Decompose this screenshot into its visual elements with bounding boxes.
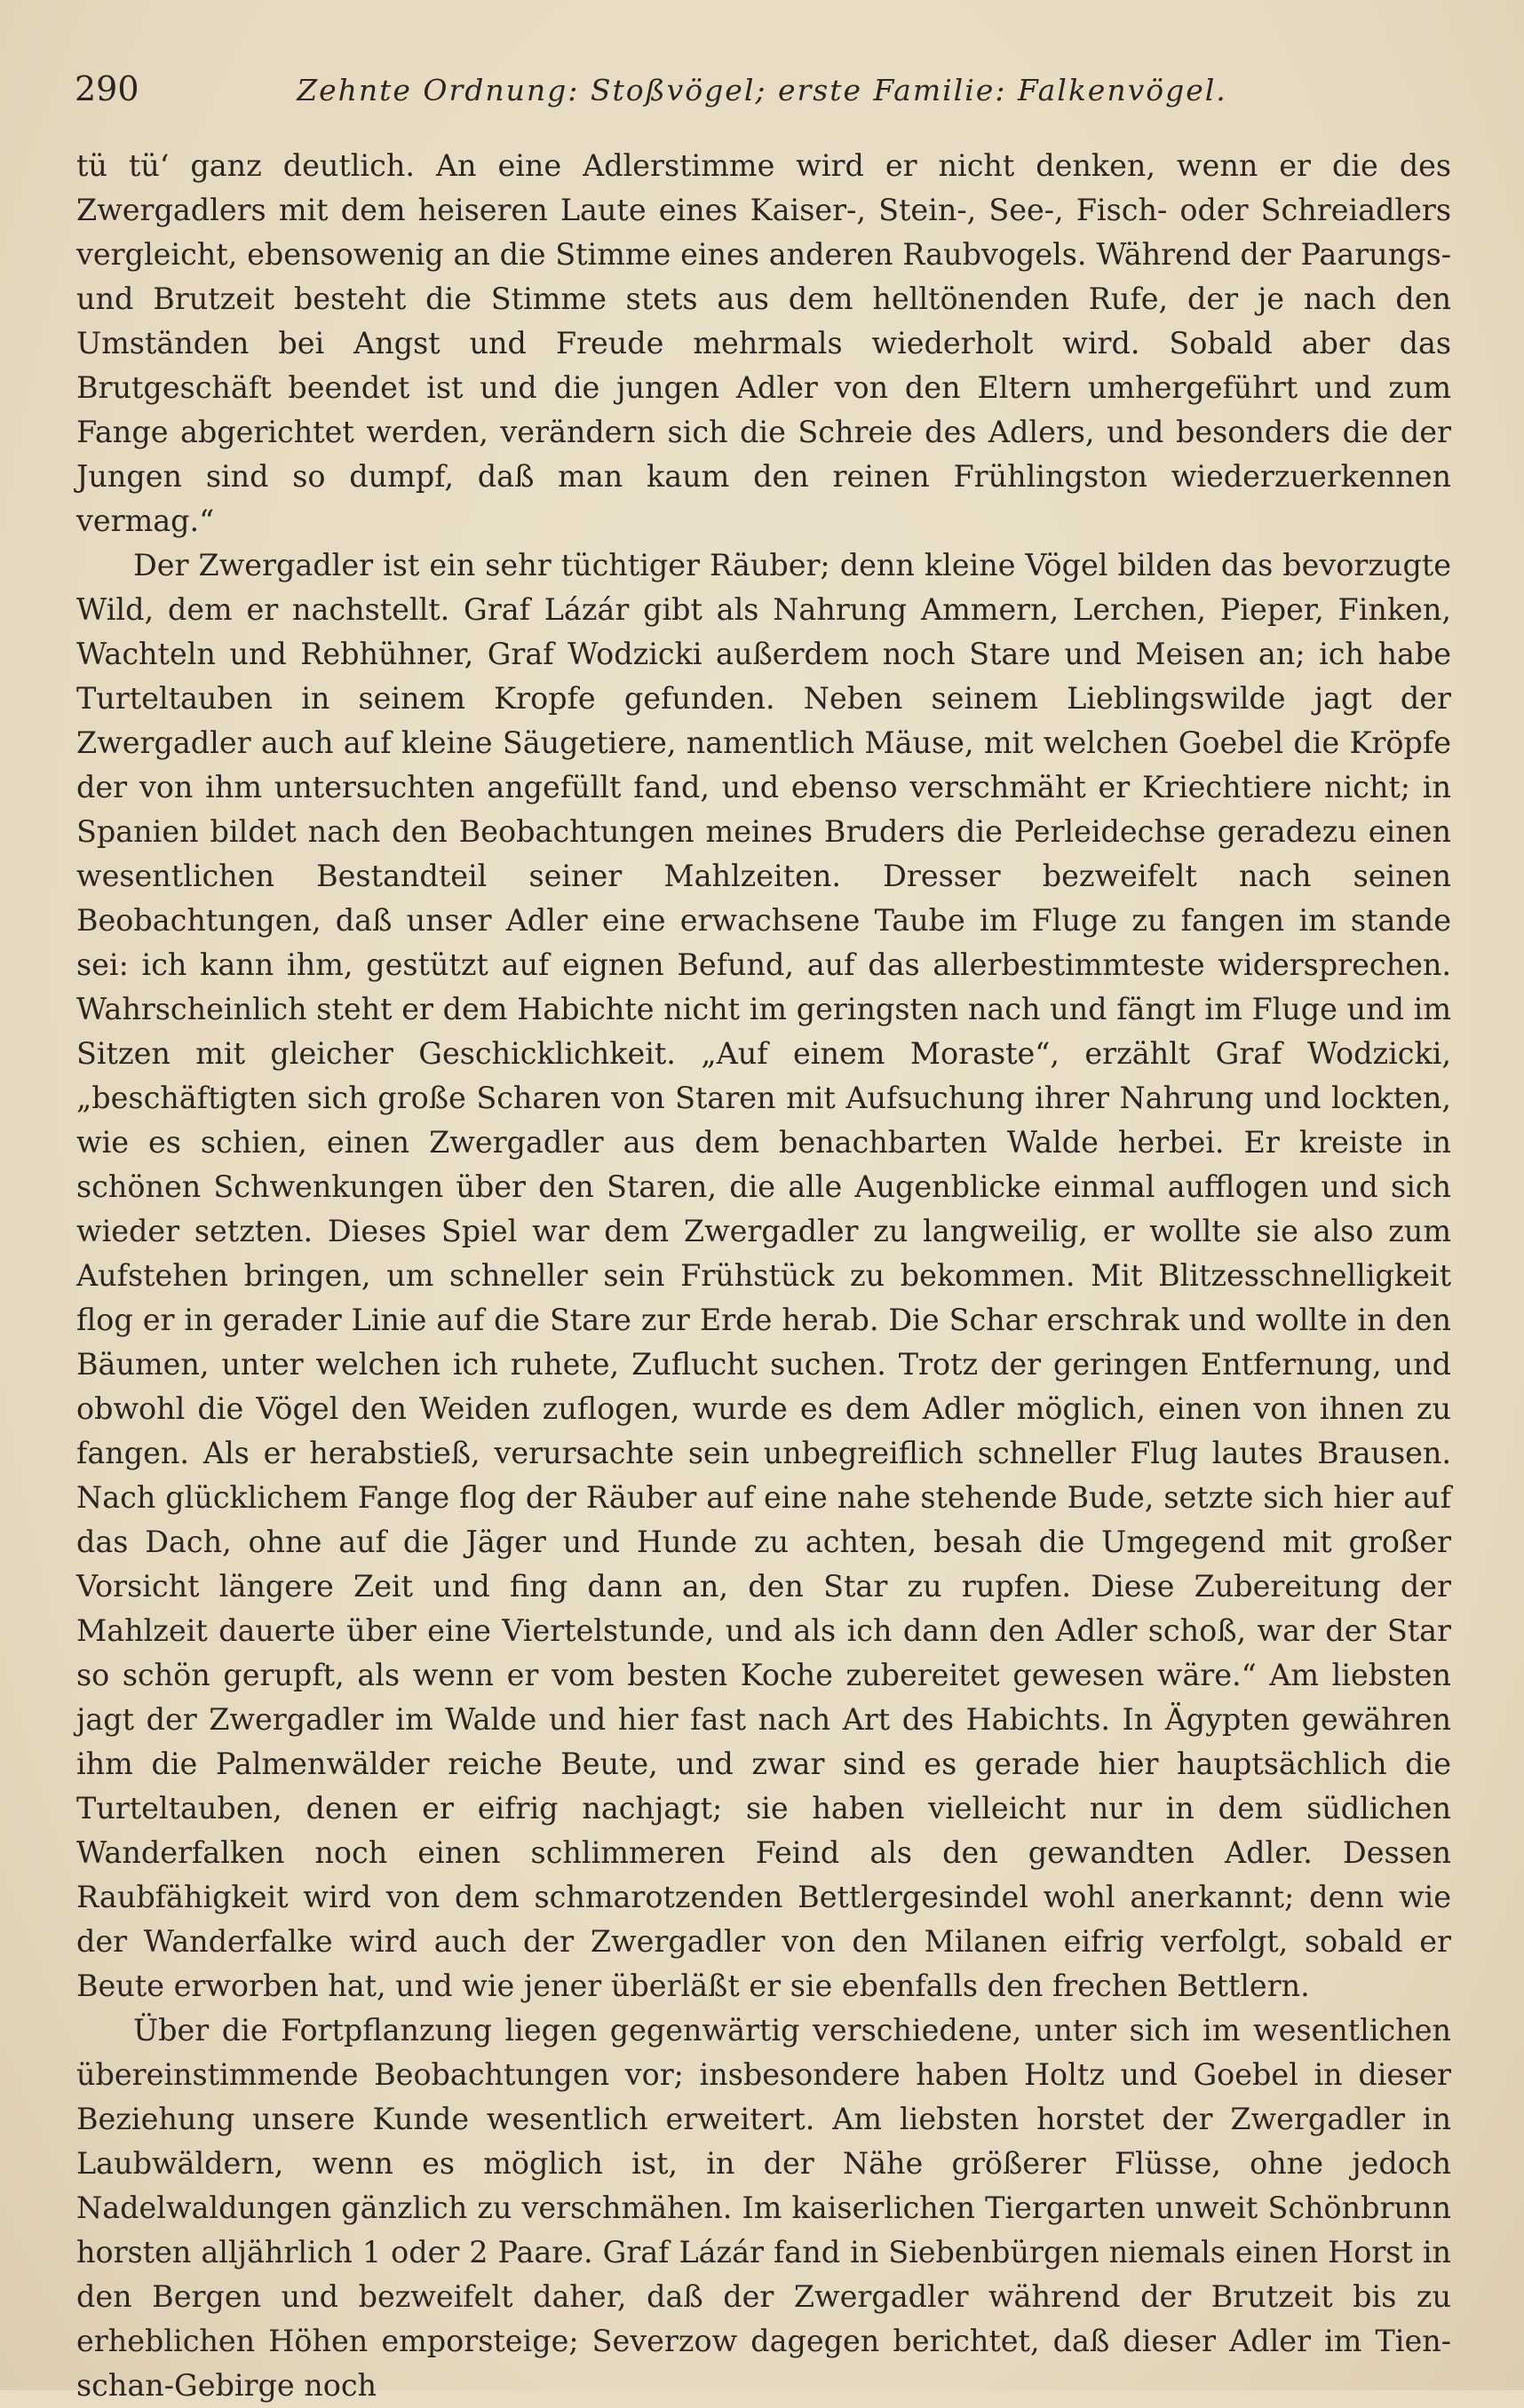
paragraph-reproduction: Über die Fortpflanzung liegen gegenwärtig verschiedene, unter sich im wesentlichen übereinstimmende Beobachtungen vor; insbesondere haben Holtz und Goebel in dieser Beziehung unsere Kunde wesentlich erweitert. Am liebsten horstet der Zwergadler in Laubwäldern, wenn es möglich ist, in der Nähe größerer Flüsse, ohne jedoch Nadelwaldungen gänzlich zu verschmähen. Im kaiserlichen Tiergarten unweit Schönbrunn horsten alljährlich 1 oder 2 Paare. Graf Lázár fand in Siebenbürgen niemals einen Horst in den Bergen und bezweifelt daher, daß der Zwergadler während der Brutzeit bis zu erheblichen Höhen emporsteige; Severzow dagegen berichtet, daß dieser Adler im Tien-schan-Gebirge noch <box>76 2013 1451 2403</box>
paragraph-continuation: tü tü‘ ganz deutlich. An eine Adlerstimme wird er nicht denken, wenn er die des Zwergadlers mit dem heiseren Laute eines Kaiser-, Stein-, See-, Fisch- oder Schreiadlers vergleicht, ebensowenig an die Stimme eines anderen Raubvogels. Während der Paarungs- und Brutzeit besteht die Stimme stets aus dem helltönenden Rufe, der je nach den Umständen bei Angst und Freude mehrmals wiederholt wird. Sobald aber das Brutgeschäft beendet ist und die jungen Adler von den Eltern umhergeführt und zum Fange abgerichtet werden, verändern sich die Schreie des Adlers, und besonders die der Jungen sind so dumpf, daß man kaum den reinen Frühlingston wiederzuerkennen vermag.“ <box>76 148 1451 538</box>
page-header <box>75 69 1449 112</box>
running-title: Zehnte Ordnung: Stoßvögel; erste Familie: Falkenvögel. <box>297 73 1227 107</box>
paragraph-prey: Der Zwergadler ist ein sehr tüchtiger Räuber; denn kleine Vögel bilden das bevorzugte Wild, dem er nachstellt. Graf Lázár gibt als Nahrung Ammern, Lerchen, Pieper, Finken, Wachteln und Rebhühner, Graf Wodzicki außerdem noch Stare und Meisen an; ich habe Turteltauben in seinem Kropfe gefunden. Neben seinem Lieblingswilde jagt der Zwergadler auch auf kleine Säugetiere, namentlich Mäuse, mit welchen Goebel die Kröpfe der von ihm untersuchten angefüllt fand, und ebenso verschmäht er Kriechtiere nicht; in Spanien bildet nach den Beobachtungen meines Bruders die Perleidechse geradezu einen wesentlichen Bestandteil seiner Mahlzeiten. Dresser bezweifelt nach seinen Beobachtungen, daß unser Adler eine erwachsene Taube im Fluge zu fangen im stande sei: ich kann ihm, gestützt auf eignen Befund, auf das allerbestimmteste widersprechen. Wahrscheinlich steht er dem Habichte nicht im geringsten nach und fängt im Fluge und im Sitzen mit gleicher Geschicklichkeit. „Auf einem Moraste“, erzählt Graf Wodzicki, „beschäftigten sich große Scharen von Staren mit Aufsuchung ihrer Nahrung und lockten, wie es schien, einen Zwergadler aus dem benachbarten Walde herbei. Er kreiste in schönen Schwenkungen über den Staren, die alle Augenblicke einmal aufflogen und sich wieder setzten. Dieses Spiel war dem Zwergadler zu langweilig, er wollte sie also zum Aufstehen bringen, um schneller sein Frühstück zu bekommen. Mit Blitzesschnelligkeit flog er in gerader Linie auf die Stare zur Erde herab. Die Schar erschrak und wollte in den Bäumen, unter welchen ich ruhete, Zuflucht suchen. Trotz der geringen Entfernung, und obwohl die Vögel den Weiden zuflogen, wurde es dem Adler möglich, einen von ihnen zu fangen. Als er herabstieß, verursachte sein unbegreiflich schneller Flug lautes Brausen. Nach glücklichem Fange flog der Räuber auf eine nahe stehende Bude, setzte sich hier auf das Dach, ohne auf die Jäger und Hunde zu achten, besah die Umgegend mit großer Vorsicht längere Zeit und fing dann an, den Star zu rupfen. Diese Zubereitung der Mahlzeit dauerte über eine Viertelstunde, und als ich dann den Adler schoß, war der Star so schön gerupft, als wenn er vom besten Koche zubereitet gewesen wäre.“ Am liebsten jagt der Zwergadler im Walde und hier fast nach Art des Habichts. In Ägypten gewähren ihm die Palmenwälder reiche Beute, und zwar sind es gerade hier hauptsächlich die Turteltauben, denen er eifrig nachjagt; sie haben vielleicht nur in dem südlichen Wanderfalken noch einen schlimmeren Feind als den gewandten Adler. Dessen Raubfähigkeit wird von dem schmarotzenden Bettlergesindel wohl anerkannt; denn wie der Wanderfalke wird auch der Zwergadler von den Milanen eifrig verfolgt, sobald er Beute erworben hat, und wie jener überläßt er sie ebenfalls den frechen Bettlern. <box>76 548 1451 2003</box>
body-text <box>76 144 1451 2408</box>
page-number: 290 <box>75 69 139 108</box>
